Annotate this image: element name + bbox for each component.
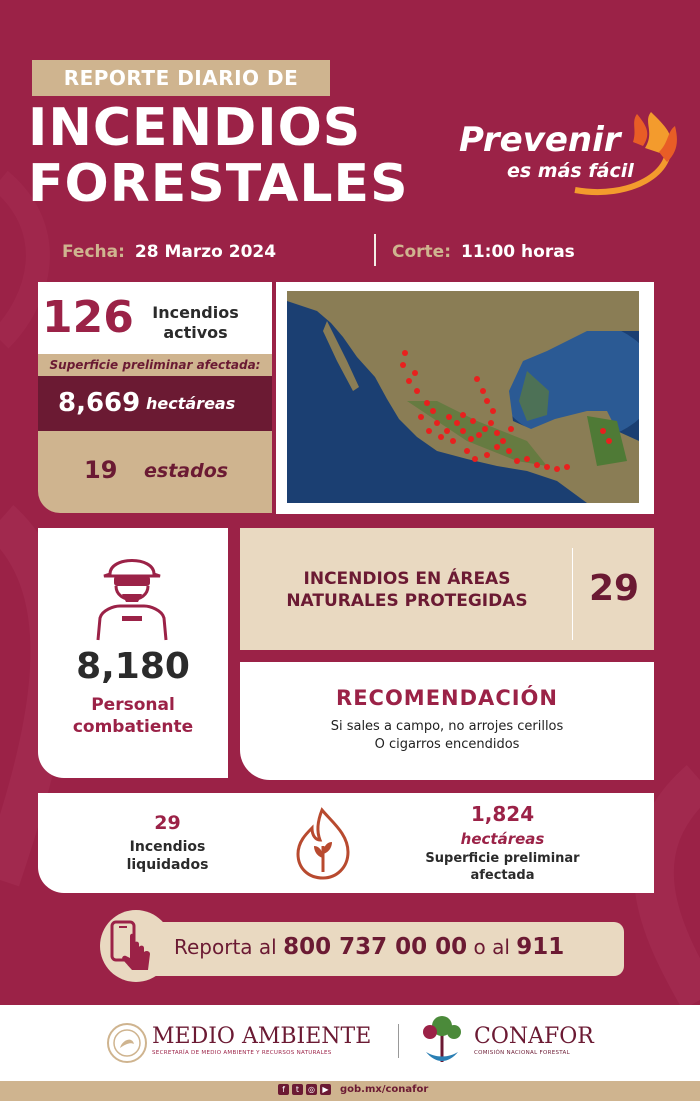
liquidated-hectares-unit: hectáreas <box>460 830 545 848</box>
conafor-subtitle: COMISIÓN NACIONAL FORESTAL <box>474 1050 570 1056</box>
active-fires-label <box>148 303 243 343</box>
liquidated-hectares-label-2: afectada <box>470 868 535 883</box>
personnel-label-1: Personal <box>91 695 175 715</box>
personnel-count: 8,180 <box>76 646 190 687</box>
twitter-icon[interactable]: t <box>292 1084 303 1095</box>
hectares-value: 8,669 <box>58 388 141 418</box>
fires-map <box>287 291 639 503</box>
liquidated-hectares-value: 1,824 <box>470 802 535 826</box>
corte-value: 11:00 horas <box>461 242 575 262</box>
meta-divider <box>374 234 376 266</box>
prevenir-logo <box>455 112 680 202</box>
protected-areas-divider <box>572 548 573 640</box>
liquidated-label-2: liquidados <box>126 857 209 873</box>
slogan-sub: es más fácil <box>507 160 634 182</box>
fecha-value: 28 Marzo 2024 <box>134 242 277 262</box>
conafor-title: CONAFOR <box>474 1024 594 1049</box>
fecha-row <box>62 238 276 266</box>
personnel-label-2: combatiente <box>72 717 194 737</box>
active-fires-label-2: activos <box>163 323 228 342</box>
protected-areas-label <box>262 568 552 612</box>
protected-areas-label-2: NATURALES PROTEGIDAS <box>286 591 528 611</box>
liquidated-label-1: Incendios <box>129 839 206 855</box>
states-label: estados <box>144 460 229 482</box>
page-title-line-2: FORESTALES <box>28 154 409 214</box>
corte-label: Corte: <box>392 242 451 262</box>
report-line <box>174 934 564 960</box>
liquidated-hectares-label <box>405 850 600 884</box>
page-title-line-1: INCENDIOS <box>28 98 362 158</box>
page-title <box>28 100 409 212</box>
states-count: 19 <box>84 456 118 484</box>
facebook-icon[interactable]: f <box>278 1084 289 1095</box>
recommendation-line-1: Si sales a campo, no arrojes cerillos <box>330 719 564 734</box>
slogan-main: Prevenir <box>459 120 621 160</box>
liquidated-count: 29 <box>154 812 181 834</box>
report-emergency-number[interactable]: 911 <box>516 934 565 960</box>
surface-tag: Superficie preliminar afectada: <box>38 354 272 376</box>
gob-url-link[interactable]: gob.mx/conafor <box>340 1084 429 1095</box>
protected-areas-label-1: INCENDIOS EN ÁREAS <box>303 569 511 589</box>
report-prefix: Reporta al <box>174 935 277 959</box>
personnel-label <box>38 694 228 738</box>
phone-tap-icon <box>106 918 156 974</box>
medio-ambiente-subtitle: SECRETARÍA DE MEDIO AMBIENTE Y RECURSOS NATURALES <box>152 1050 332 1056</box>
report-tag: REPORTE DIARIO DE <box>32 60 330 96</box>
recommendation-line-2: O cigarros encendidos <box>374 737 520 752</box>
corte-row <box>392 238 575 266</box>
youtube-icon[interactable]: ▶ <box>320 1084 331 1095</box>
liquidated-hectares-label-1: Superficie preliminar <box>425 851 580 866</box>
fire-plant-icon <box>292 806 354 880</box>
conafor-tree-icon <box>412 1012 472 1064</box>
active-fires-label-1: Incendios <box>152 303 239 322</box>
recommendation-title: RECOMENDACIÓN <box>336 686 558 710</box>
recommendation-text <box>240 718 654 754</box>
hectares-unit: hectáreas <box>146 394 236 413</box>
medio-ambiente-title: MEDIO AMBIENTE <box>152 1024 372 1049</box>
report-phone-number[interactable]: 800 737 00 00 <box>283 934 468 960</box>
instagram-icon[interactable]: ◎ <box>306 1084 317 1095</box>
report-middle: o al <box>473 935 510 959</box>
footer-divider <box>398 1024 399 1058</box>
firefighter-icon <box>90 552 174 642</box>
active-fires-count: 126 <box>42 292 134 343</box>
fecha-label: Fecha: <box>62 242 125 262</box>
protected-areas-count: 29 <box>588 568 640 609</box>
mexico-seal-icon <box>106 1022 148 1064</box>
liquidated-label <box>110 838 225 874</box>
social-icons <box>278 1084 331 1095</box>
